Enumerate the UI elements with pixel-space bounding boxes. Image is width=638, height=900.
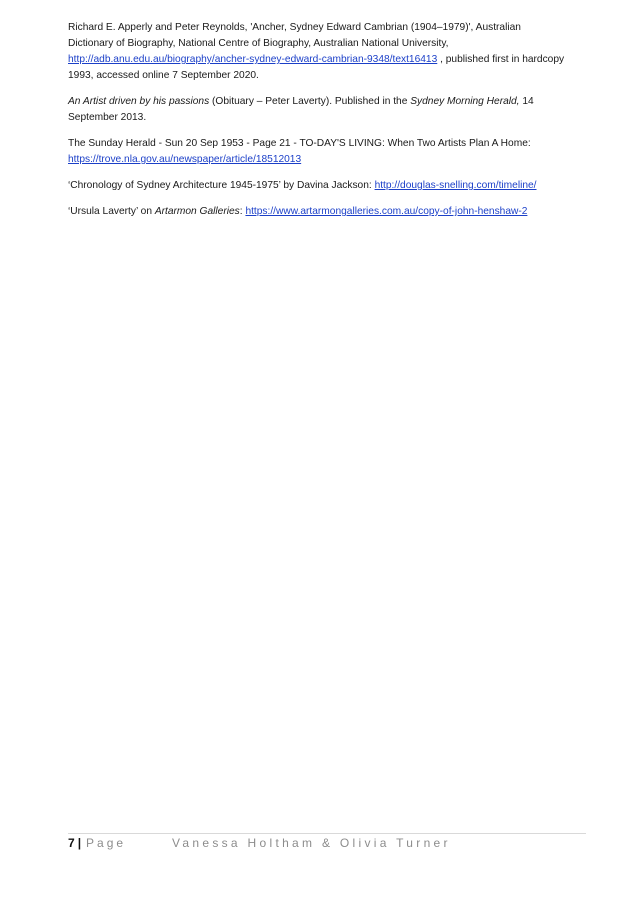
reference-link[interactable]: https://www.artarmongalleries.com.au/copy-of-john-henshaw-2 [245, 206, 528, 217]
page-number: 7 [68, 836, 75, 850]
reference-text: Richard E. Apperly and Peter Reynolds, 'Ancher, Sydney Edward Cambrian (1904–1979)', Australian Dictionary of Biography, National Centre of Biography, Australian National University, [68, 22, 521, 49]
footer-divider [68, 833, 586, 834]
footer-separator: | [77, 836, 82, 850]
reference-entry [68, 136, 568, 168]
reference-text: ‘Ursula Laverty’ on [68, 206, 155, 217]
reference-entry [68, 178, 568, 194]
reference-link[interactable]: http://douglas-snelling.com/timeline/ [374, 180, 537, 191]
reference-text: : [239, 206, 246, 217]
page-footer [68, 836, 126, 850]
reference-title-italic: An Artist driven by his passions [68, 96, 210, 107]
reference-text: ‘Chronology of Sydney Architecture 1945-1975’ by Davina Jackson: [68, 180, 375, 191]
reference-link[interactable]: http://adb.anu.edu.au/biography/ancher-sydney-edward-cambrian-9348/text16413 [68, 54, 438, 65]
reference-title-italic: Sydney Morning Herald, [410, 96, 520, 107]
reference-title-italic: Artarmon Galleries [154, 206, 240, 217]
reference-link[interactable]: https://trove.nla.gov.au/newspaper/article/18512013 [68, 154, 302, 165]
reference-text: 14 September 2013. [68, 96, 534, 123]
page-label: Page [86, 836, 127, 850]
reference-text: The Sunday Herald - Sun 20 Sep 1953 - Page 21 - TO-DAY'S LIVING: When Two Artists Plan A Home: [68, 138, 531, 149]
footer-authors: Vanessa Holtham & Olivia Turner [172, 836, 451, 850]
reference-entry [68, 20, 568, 84]
reference-entry [68, 94, 568, 126]
reference-text: , published first in hardcopy 1993, accessed online 7 September 2020. [68, 54, 565, 81]
reference-entry [68, 204, 568, 220]
reference-list [68, 20, 568, 230]
reference-text: (Obituary – Peter Laverty). Published in the [209, 96, 411, 107]
